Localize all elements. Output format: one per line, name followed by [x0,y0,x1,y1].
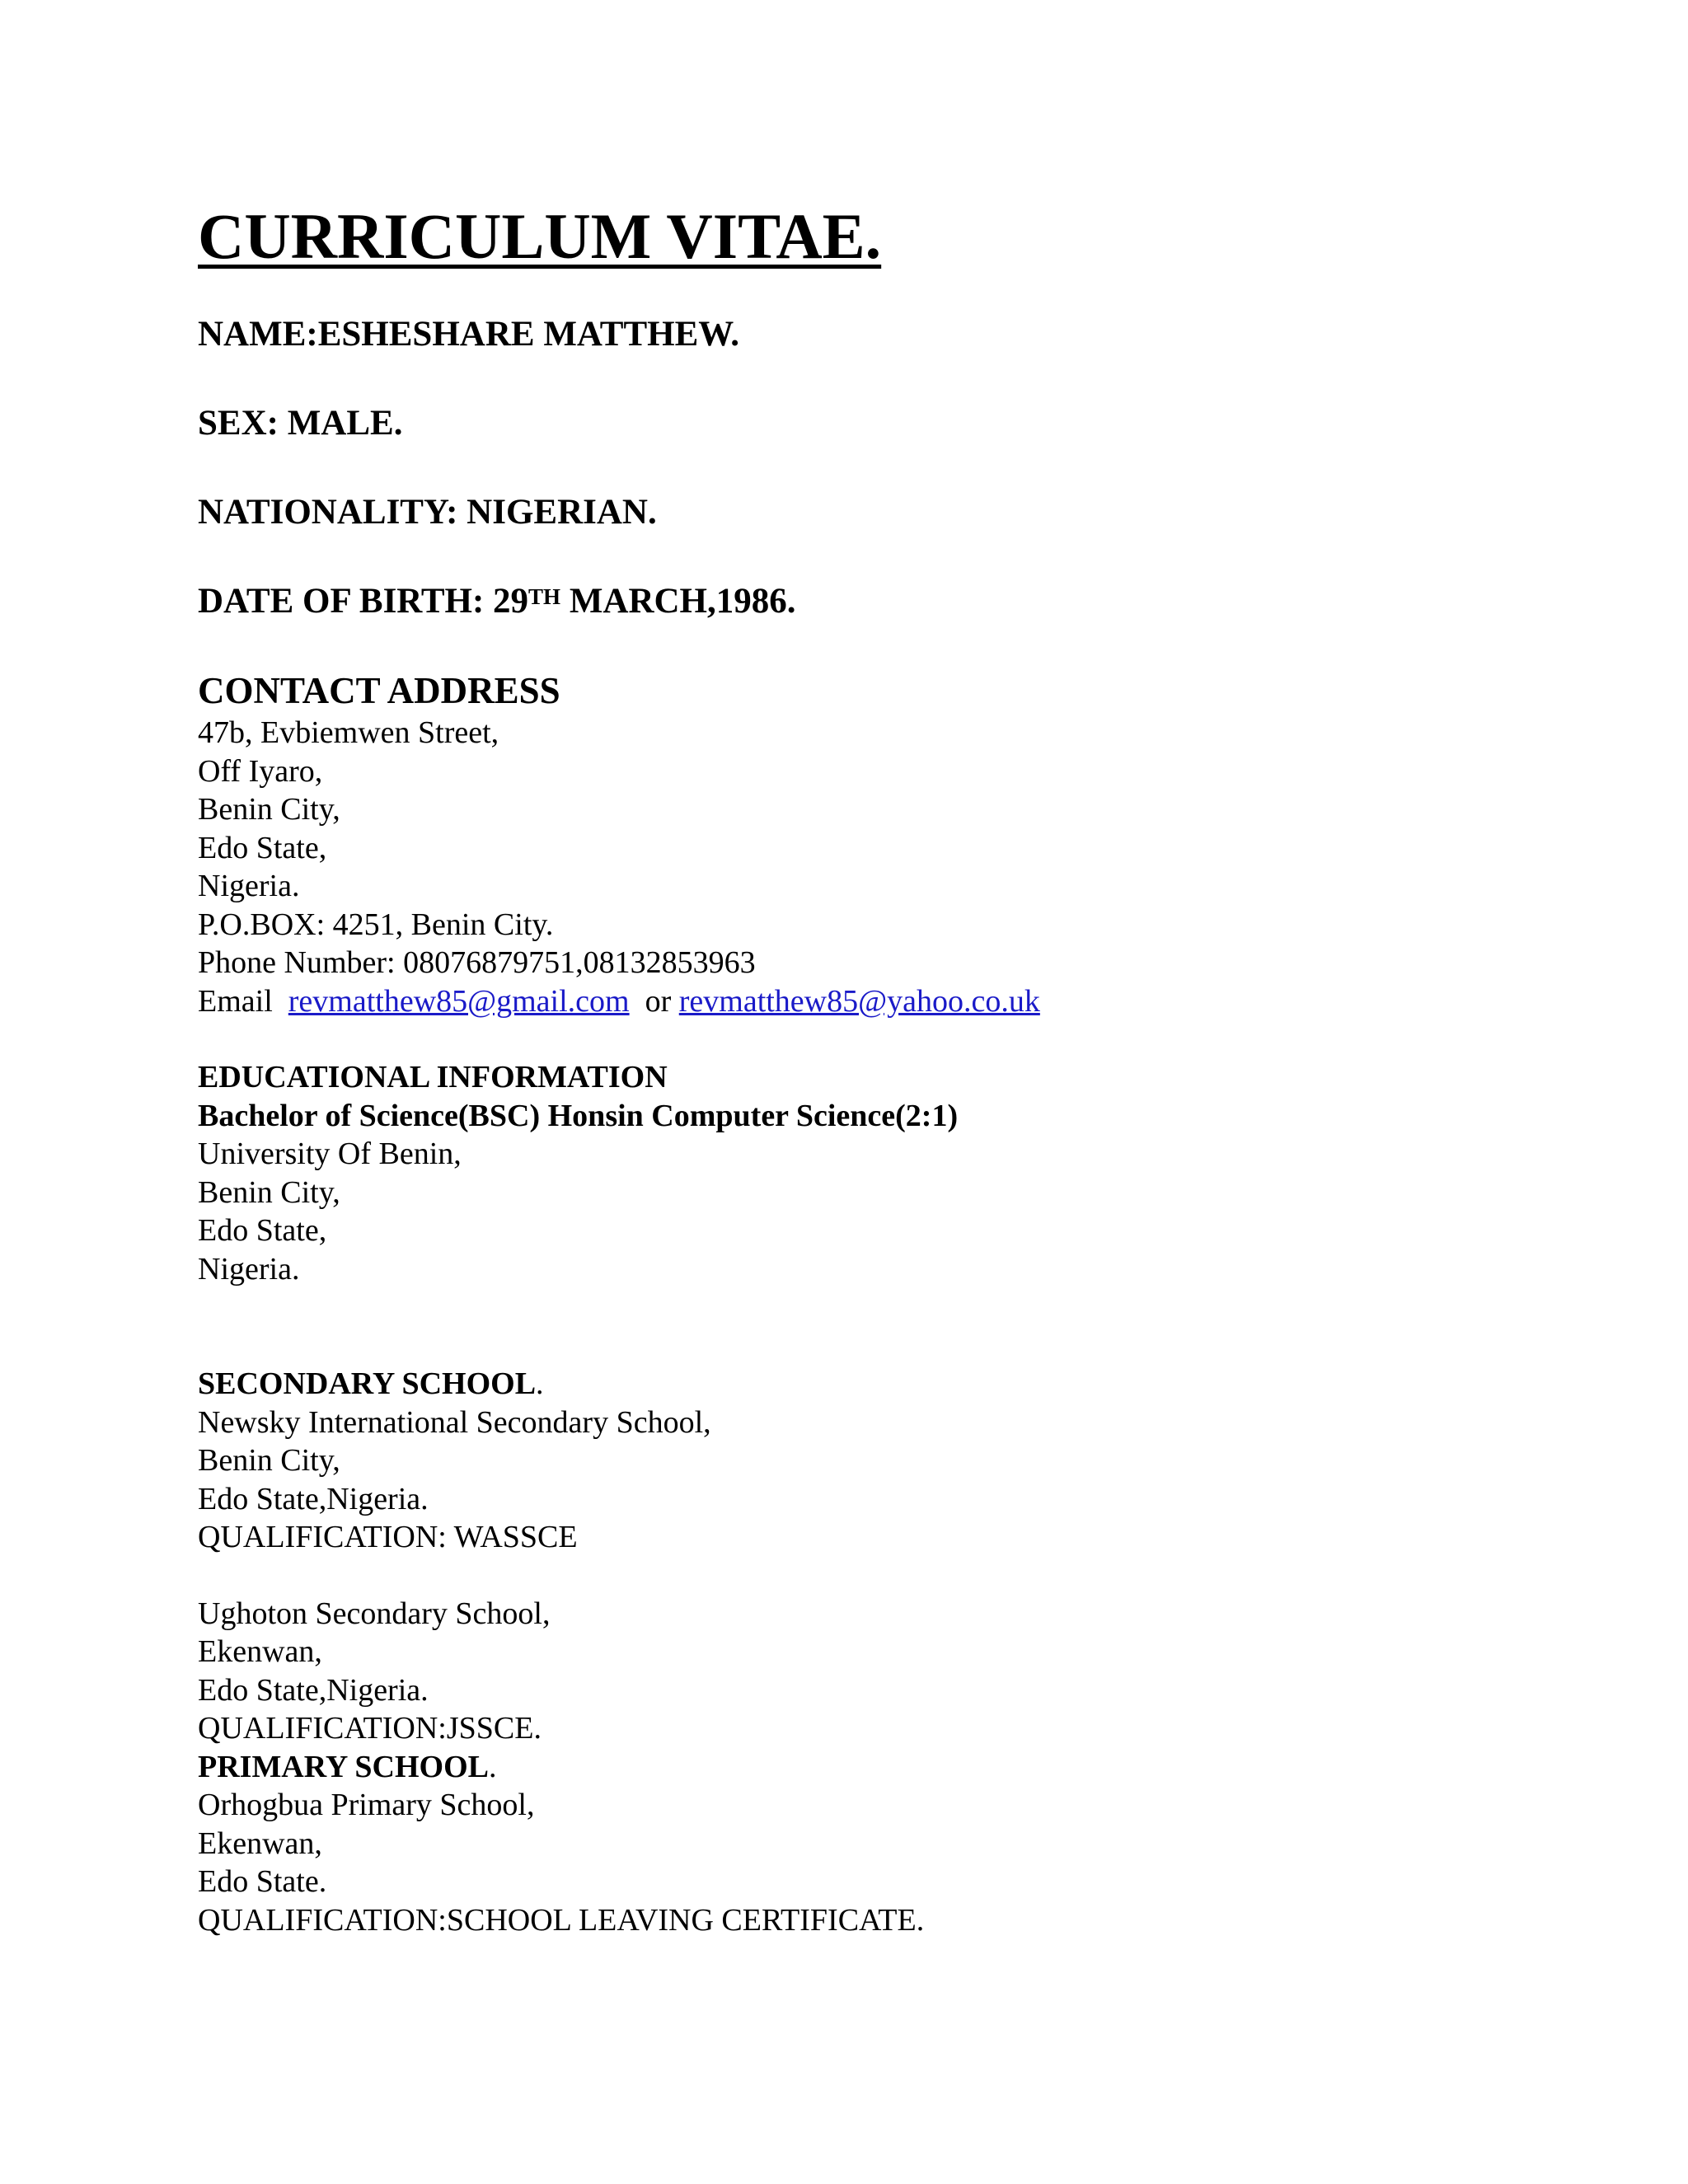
primary-school-line: Orhogbua Primary School, [198,1788,535,1822]
email-line [198,982,1517,1021]
secondary-school-line: Ekenwan, [198,1634,322,1669]
primary-school-section [198,1748,1517,1940]
email-separator: or [645,983,672,1019]
primary-school-line: Ekenwan, [198,1825,322,1861]
name-field: NAME:ESHESHARE MATTHEW. [198,315,740,354]
primary-school-line: Edo State. [198,1864,327,1899]
secondary-school-line: Edo State,Nigeria. [198,1672,429,1708]
address-line: Off Iyaro, [198,753,323,789]
secondary-heading-line: SECONDARY SCHOOL. [198,1366,544,1401]
university-line: University Of Benin, [198,1137,462,1171]
qualification-line: QUALIFICATION:SCHOOL LEAVING CERTIFICATE. [198,1902,925,1938]
secondary-school-line: Ughoton Secondary School, [198,1596,551,1631]
address-line: Nigeria. [198,869,300,903]
po-box-line: P.O.BOX: 4251, Benin City. [198,907,554,942]
sex-field: SEX: MALE. [198,404,403,443]
address-line: Edo State, [198,830,327,865]
cv-page [198,198,1517,1939]
nationality-field: NATIONALITY: NIGERIAN. [198,493,657,532]
secondary-school-line: Edo State,Nigeria. [198,1481,429,1516]
address-line: 47b, Evbiemwen Street, [198,715,499,750]
qualification-line: QUALIFICATION:JSSCE. [198,1711,542,1746]
primary-heading-line: PRIMARY SCHOOL. [198,1749,497,1784]
address-line: Benin City, [198,792,340,827]
contact-section [198,668,1517,1020]
dob-suffix: MARCH,1986. [560,582,796,621]
secondary-heading: SECONDARY SCHOOL [198,1366,537,1401]
primary-heading: PRIMARY SCHOOL [198,1749,489,1784]
degree-title: Bachelor of Science(BSC) Honsin Computer Science(2:1) [198,1098,959,1133]
phone-line: Phone Number: 08076879751,08132853963 [198,945,756,980]
date-of-birth-field [198,579,1517,625]
dob-prefix: DATE OF BIRTH: 29 [198,582,529,621]
education-section [198,1058,1517,1288]
secondary-school-section [198,1365,1517,1748]
education-heading: EDUCATIONAL INFORMATION [198,1060,668,1094]
secondary-school-line: Benin City, [198,1443,340,1478]
contact-heading: CONTACT ADDRESS [198,670,560,711]
document-title: CURRICULUM VITAE. [198,200,882,272]
email-label: Email [198,983,273,1019]
dob-superscript: TH [528,584,561,609]
email-link-yahoo[interactable]: revmatthew85@yahoo.co.uk [678,983,1040,1019]
secondary-school-line: Newsky International Secondary School, [198,1404,711,1440]
university-line: Edo State, [198,1213,327,1248]
email-link-gmail[interactable]: revmatthew85@gmail.com [288,983,630,1019]
university-line: Nigeria. [198,1251,300,1286]
university-line: Benin City, [198,1174,340,1210]
qualification-line: QUALIFICATION: WASSCE [198,1520,578,1554]
